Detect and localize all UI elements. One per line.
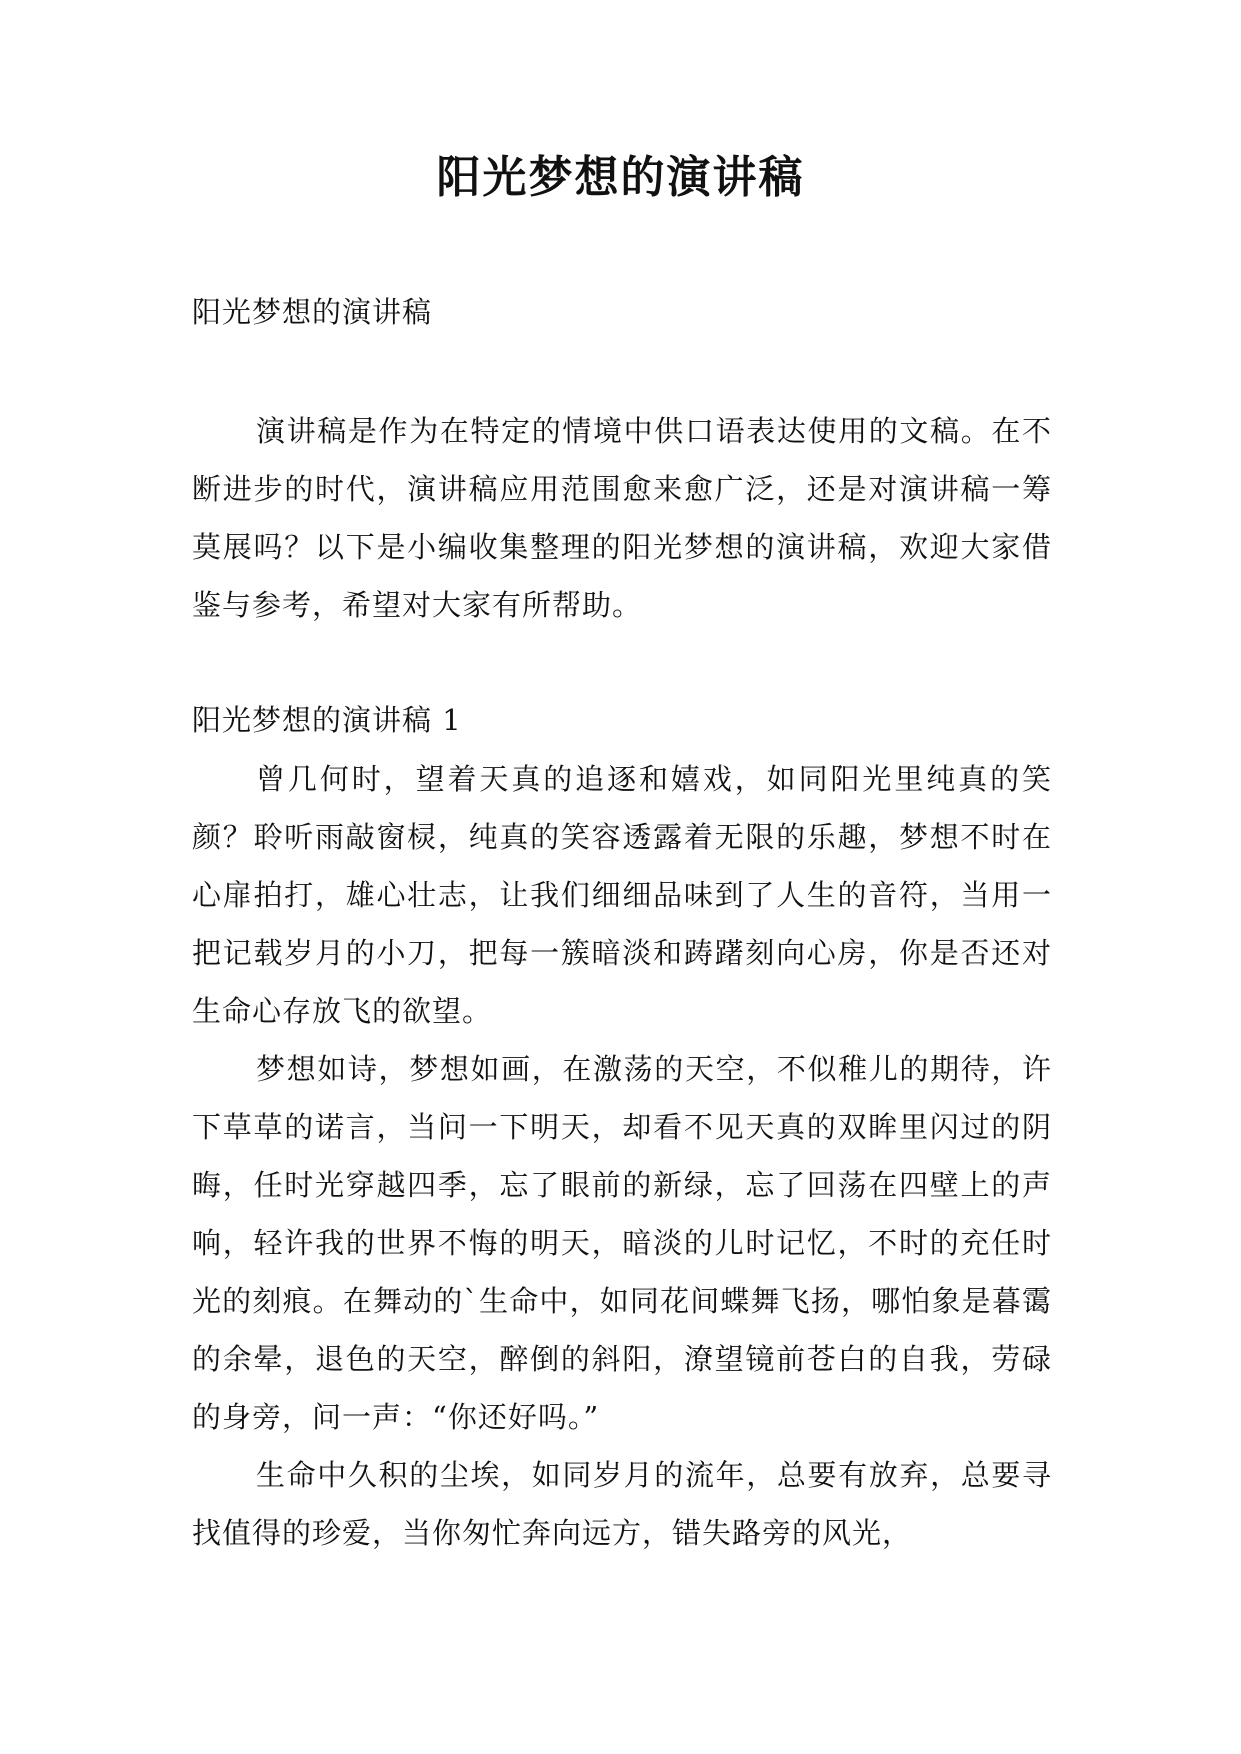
spacer xyxy=(192,634,1052,690)
section-heading: 阳光梦想的演讲稿 1 xyxy=(192,703,462,737)
body-paragraph-2: 梦想如诗，梦想如画，在激荡的天空，不似稚儿的期待，许下草草的诺言，当问一下明天，却看不见天真的双眸里闪过的阴晦，任时光穿越四季，忘了眼前的新绿，忘了回荡在四壁上的声响，轻许我的世界不悔的明天，暗淡的儿时记忆，不时的充任时光的刻痕。在舞动的`生命中，如同花间蝶舞飞扬，哪怕象是暮霭的余晕，退色的天空，醉倒的斜阳，潦望镜前苍白的自我，劳碌的身旁，问一声：“你还好吗。” xyxy=(192,1052,1052,1434)
spacer xyxy=(192,342,1052,402)
body-paragraph-3: 生命中久积的尘埃，如同岁月的流年，总要有放弃，总要寻找值得的珍爱，当你匆忙奔向远方，错失路旁的风光， xyxy=(192,1458,1052,1550)
document-body xyxy=(192,282,1052,1562)
document-subtitle: 阳光梦想的演讲稿 xyxy=(192,295,433,329)
intro-paragraph: 演讲稿是作为在特定的情境中供口语表达使用的文稿。在不断进步的时代，演讲稿应用范围愈来愈广泛，还是对演讲稿一筹莫展吗？以下是小编收集整理的阳光梦想的演讲稿，欢迎大家借鉴与参考，希望对大家有所帮助。 xyxy=(192,414,1052,622)
body-paragraph-1: 曾几何时，望着天真的追逐和嬉戏，如同阳光里纯真的笑颜？聆听雨敲窗棂，纯真的笑容透露着无限的乐趣，梦想不时在心扉拍打，雄心壮志，让我们细细品味到了人生的音符，当用一把记载岁月的小刀，把每一簇暗淡和踌躇刻向心房，你是否还对生命心存放飞的欲望。 xyxy=(192,762,1052,1028)
document-title: 阳光梦想的演讲稿 xyxy=(436,152,805,203)
